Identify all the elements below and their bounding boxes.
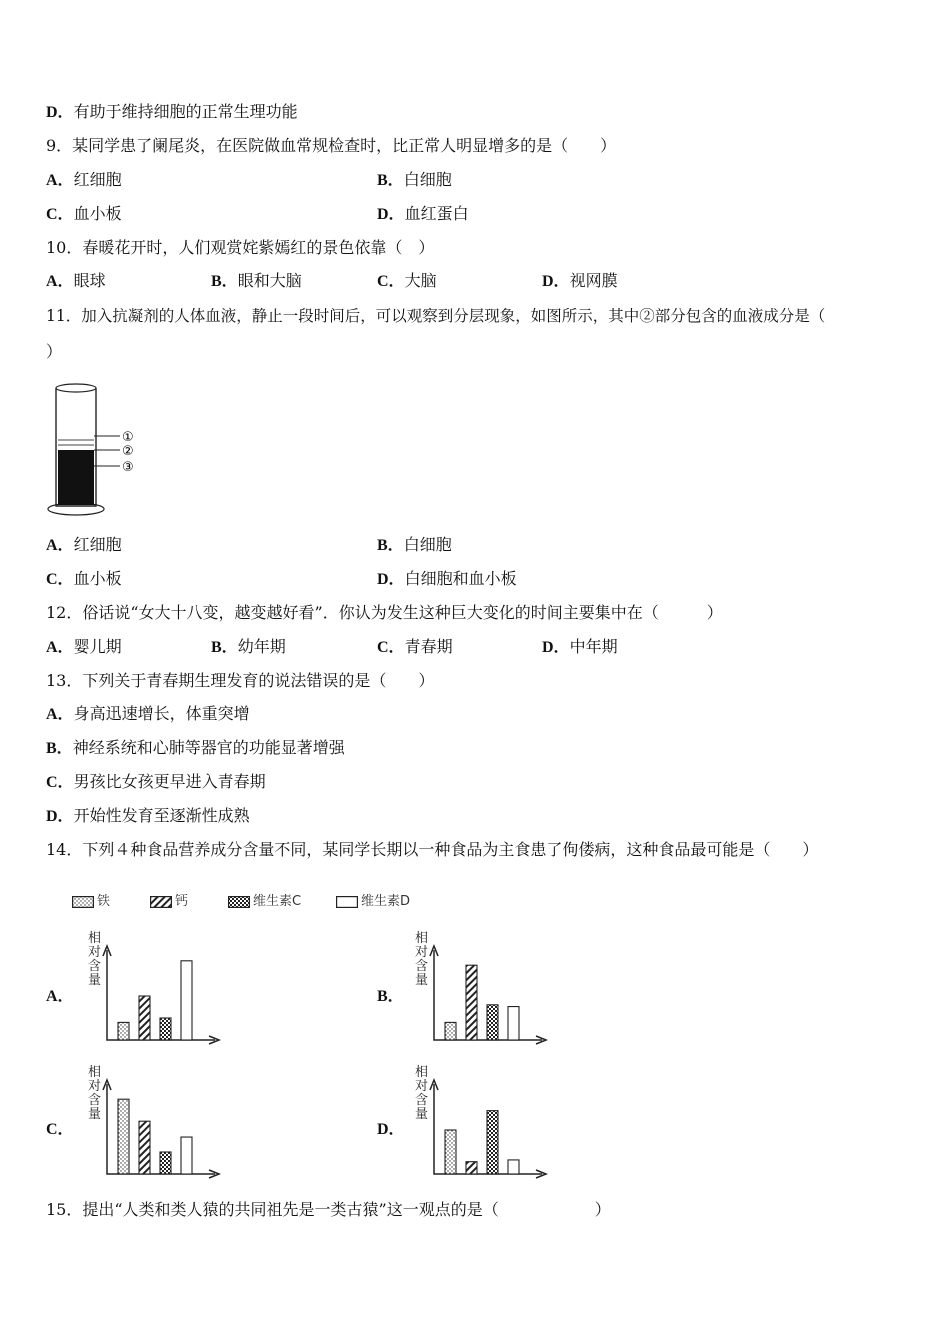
chart-b-bar-0: [445, 1022, 456, 1040]
chart-d-bar-3: [508, 1160, 519, 1174]
q13-option-d: D．开始性发育至逐渐性成熟: [46, 806, 250, 825]
q9-option-b: B．白细胞: [377, 170, 452, 189]
tube-label-3: ③: [122, 460, 134, 475]
q11-option-c: C．血小板: [46, 569, 122, 588]
chart-b-ylabel: 相对含量: [415, 931, 429, 988]
q11-option-b: B．白细胞: [377, 535, 452, 554]
chart-a: [80, 932, 250, 1062]
q8-option-d: D．有助于维持细胞的正常生理功能: [46, 102, 298, 121]
chart-d: [407, 1066, 577, 1196]
q9-option-a: A．红细胞: [46, 170, 122, 189]
chart-a-bar-2: [160, 1018, 171, 1040]
q12-option-b: B．幼年期: [211, 637, 286, 656]
chart-c-bar-1: [139, 1121, 150, 1174]
chart-c-bar-2: [160, 1152, 171, 1174]
chart-c-bar-3: [181, 1137, 192, 1174]
q13-option-b: B．神经系统和心肺等器官的功能显著增强: [46, 738, 345, 757]
legend-item-vitamin-d: 维生素D: [336, 890, 410, 909]
q12-option-c: C．青春期: [377, 637, 453, 656]
chart-b-letter: B．: [377, 988, 404, 1005]
chart-c-plot: [80, 1066, 250, 1196]
q14-stem: 14．下列４种食品营养成分含量不同，某同学长期以一种食品为主食患了佝偻病，这种食品最可能是（ ）: [46, 840, 819, 859]
chart-b-bar-2: [487, 1005, 498, 1040]
q11-option-a: A．红细胞: [46, 535, 122, 554]
q9-option-d: D．血红蛋白: [377, 204, 469, 223]
chart-d-letter: D．: [377, 1121, 405, 1138]
q10-option-d: D．视网膜: [542, 271, 618, 290]
q10-option-c: C．大脑: [377, 271, 437, 290]
chart-d-bar-2: [487, 1111, 498, 1174]
chart-a-letter: A．: [46, 988, 74, 1005]
chart-d-plot: [407, 1066, 577, 1196]
chart-c-letter: C．: [46, 1121, 74, 1138]
q11-stem: 11．加入抗凝剂的人体血液，静止一段时间后，可以观察到分层现象，如图所示，其中②部分包含的血液成分是（: [46, 307, 826, 325]
q10-option-a: A．眼球: [46, 271, 106, 290]
q11-option-d: D．白细胞和血小板: [377, 569, 517, 588]
chart-c-bar-0: [118, 1099, 129, 1174]
q9-option-c: C．血小板: [46, 204, 122, 223]
q10-option-b: B．眼和大脑: [211, 271, 302, 290]
chart-a-ylabel: 相对含量: [88, 931, 102, 988]
q9-stem: 9．某同学患了阑尾炎，在医院做血常规检查时，比正常人明显增多的是（ ）: [46, 136, 617, 155]
chart-a-bar-3: [181, 961, 192, 1040]
chart-c-ylabel: 相对含量: [88, 1065, 102, 1122]
chart-d-bar-1: [466, 1162, 477, 1174]
legend-item-calcium: 钙: [150, 890, 188, 909]
chart-d-ylabel: 相对含量: [415, 1065, 429, 1122]
q15-stem: 15．提出“人类和类人猿的共同祖先是一类古猿”这一观点的是（ ）: [46, 1200, 611, 1219]
q12-option-a: A．婴儿期: [46, 637, 122, 656]
chart-b-plot: [407, 932, 577, 1062]
q11-stem-cont: ）: [46, 342, 63, 361]
chart-a-bar-1: [139, 996, 150, 1040]
blood-tube-figure: [42, 380, 152, 520]
q13-stem: 13．下列关于青春期生理发育的说法错误的是（ ）: [46, 671, 435, 690]
chart-b-bar-1: [466, 965, 477, 1040]
q12-stem: 12．俗话说“女大十八变，越变越好看”．你认为发生这种巨大变化的时间主要集中在（ ）: [46, 603, 723, 622]
q13-option-c: C．男孩比女孩更早进入青春期: [46, 772, 266, 791]
chart-a-bar-0: [118, 1022, 129, 1040]
legend-item-iron: 铁: [72, 890, 110, 909]
legend-item-vitamin-c: 维生素C: [228, 890, 301, 909]
chart-b-bar-3: [508, 1007, 519, 1040]
chart-c: [80, 1066, 250, 1196]
q12-option-d: D．中年期: [542, 637, 618, 656]
chart-b: [407, 932, 577, 1062]
q10-stem: 10．春暖花开时，人们观赏姹紫嫣红的景色依靠（ ）: [46, 238, 435, 257]
chart-a-plot: [80, 932, 250, 1062]
q13-option-a: A．身高迅速增长，体重突增: [46, 704, 250, 723]
tube-label-1: ①: [122, 430, 134, 445]
tube-label-2: ②: [122, 444, 134, 459]
chart-d-bar-0: [445, 1130, 456, 1174]
